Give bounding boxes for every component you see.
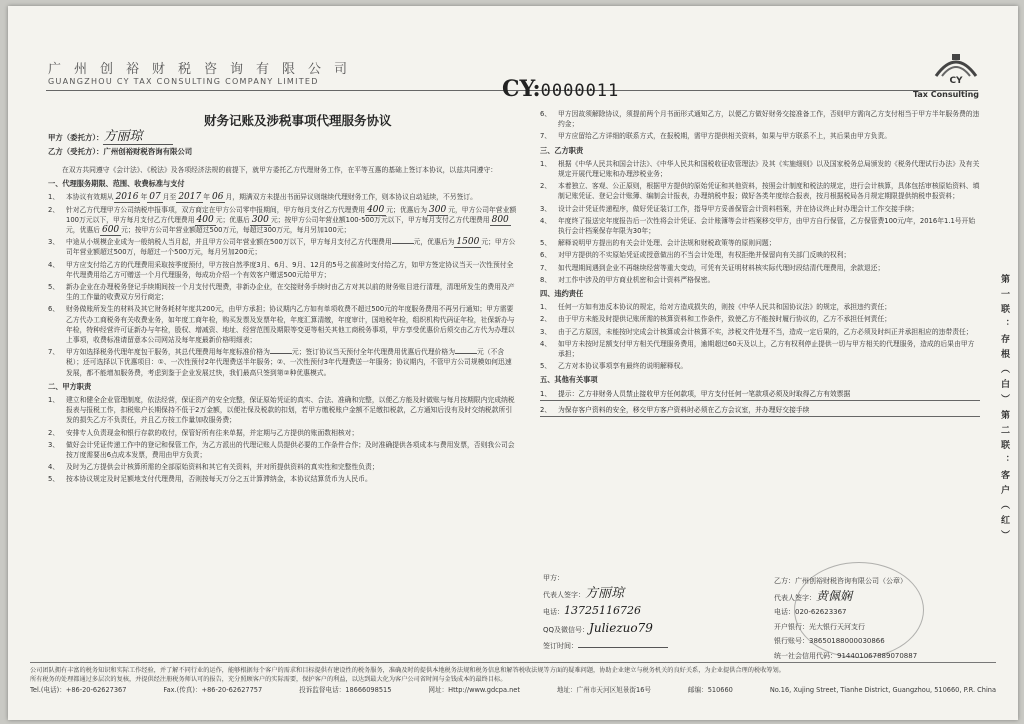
party-b-sign-block bbox=[774, 574, 984, 663]
document-number-prefix: CY: bbox=[502, 76, 541, 102]
party-b-rep-signature: 黄佩娴 bbox=[816, 588, 853, 603]
clause-4-1: 1、 任何一方如有违反本协议的规定，给对方造成损失的，则按《中华人民共和国协议法》的规定，承担违约责任； bbox=[540, 303, 892, 312]
party-b-tel-row: 电话：020-62623367 bbox=[774, 608, 847, 616]
party-a-signature-name: 方丽琼 bbox=[103, 130, 173, 145]
fee-1m-5m: 800 bbox=[491, 214, 509, 225]
section-2-continued-list bbox=[540, 109, 980, 142]
start-year: 2016 bbox=[115, 192, 139, 203]
fee-zero-filing: 400 bbox=[367, 204, 385, 215]
start-month: 07 bbox=[149, 192, 161, 203]
party-a-tel-row: 电话：13725116726 bbox=[543, 604, 641, 617]
document-title: 财务记账及涉税事项代理服务协议 bbox=[204, 113, 392, 128]
clause-2-2: 2、 安排专人负责现金和银行存款的收付，保管好所有往来单据，并定期与乙方提供的账面数相核对； bbox=[48, 428, 359, 437]
clause-3-6: 6、 对甲方提供的不实原始凭证或授意做出的不当会计处理，有权拒绝并保留向有关部门反映的权利； bbox=[540, 251, 851, 260]
clause-1-5: 5、 新办企业在办理税务登记手续期间按一个月支付代理费，非新办企业，在交接财务手续时由乙方对其以前的财务账目进行清理，清理所发生的费用及产生的工作量的收费双方另行商定； bbox=[48, 283, 515, 302]
clause-3-8: 8、 对工作中涉及的甲方商业机密和会计资料严格保密。 bbox=[540, 275, 715, 284]
clause-3-4: 4、 年度终了报送完年度报告后一次性将会计凭证、会计账簿等会计档案移交甲方，由甲方自行保管，乙方保管费100元/年，2016年1.1号开始执行会计档案保存年限为30年； bbox=[540, 216, 976, 236]
clause-4-5: 5、 乙方对本协议事项享有最终的说明解释权。 bbox=[540, 362, 688, 371]
clause-4-2: 2、 由于甲方未能及时提供记账所需的核算资料和工作条件，致使乙方不能按时履行协议的，乙方不承担任何责任； bbox=[540, 315, 892, 324]
footer-text-2: 所有税务的处理都通过多层次的复核，并提供经注册税务师认可的报告，充分照顾客户的实际需要，保护客户的利益，以达到最大化为客户公司省时间与金钱成本的最终目标。 bbox=[30, 676, 507, 683]
party-b-credit-row: 统一社会信用代码：914401067889070887 bbox=[774, 651, 918, 660]
clause-2-5: 5、 按本协议规定及时足额地支付代理费用，否则按每天万分之五计算滞纳金，本协议结算货币为人民币。 bbox=[48, 475, 372, 484]
party-a-qq: Juliezuo79 bbox=[589, 621, 653, 635]
footer-complaint-tel: 投诉监督电话：18666098515 bbox=[299, 686, 392, 694]
party-a-rep-signature: 方丽琼 bbox=[585, 586, 625, 601]
party-a-sign-block bbox=[543, 570, 773, 654]
party-b bbox=[48, 145, 518, 159]
party-b-rep-row: 代表人签字：黄佩娴 bbox=[774, 588, 853, 603]
clause-3-5: 5、 解释说明甲方提出的有关会计处理、会计法规和财税政策等的原则问题； bbox=[540, 239, 776, 248]
clause-2-4: 4、 及时为乙方提供会计核算所需的全部原始资料和其它有关资料，并对所提供资料的真实性和完整性负责； bbox=[48, 463, 379, 472]
annual-package-price bbox=[270, 353, 292, 354]
party-a-date-blank bbox=[578, 647, 668, 648]
clause-3-1: 1、 根据《中华人民共和国会计法》、《中华人民共和国税收征收管理法》及其《实施细则》以及国家税务总局颁发的《税务代理试行办法》及有关规定开展代理记账和办理涉税业务； bbox=[540, 159, 980, 179]
annual-package-discount-price bbox=[455, 353, 477, 354]
clause-4-3: 3、 由于乙方原因，未能按时完成会计核算或会计核算不实，涉税文件处理不当，造成一定后果的，乙方必须及时纠正并承担相应的违带责任； bbox=[540, 327, 973, 336]
clause-3-3: 3、 设计会计凭证传递程序，做好凭证装订工作，指导甲方妥善保管会计资料档案，并在协议终止时办理会计工作交接手续； bbox=[540, 204, 919, 213]
section-4-list bbox=[540, 302, 980, 371]
clause-1-3: 3、 中途从小规模企业成为一般纳税人当月起，并且甲方公司年营业额在500万以下，甲方每月支付乙方代理费用 元，优惠后为 1500 元；甲方公司年营业额超过500万，每超过一个500万元，每月另加200元； bbox=[48, 237, 516, 257]
clause-1-2: 2、 针对乙方代理甲方公司纳税申报事项，双方商定在甲方公司零申报期间，甲方每月支付乙方代理费用 400 元；优惠后为 300 元，甲方公司年营业额100万元以下，甲方每月支付乙方代理费用 400 元；优惠后 300 元；按甲方公司年营业额100-500万元以下，甲方每月支付乙方代理费用 800元，优惠后 600 元；按甲方公司年营业额超过500万元，每超过300万元，每月另加100元； bbox=[48, 204, 517, 236]
footer-address-en: No.16, Xujing Street, Tianhe District, Guangzhou, 510660, P.R. China bbox=[769, 686, 996, 694]
party-b-account-row: 银行账号：38650188000030866 bbox=[774, 637, 885, 645]
clause-2-3: 3、 做好会计凭证传递工作中的登记和保管工作，为乙方派出的代理记账人员提供必要的工作条件合作；及时准确提供各项成本与费用发票，否则我公司会按万度需要出6点成本发票，费用由甲方负责； bbox=[48, 440, 515, 460]
footer-contact-row bbox=[30, 686, 996, 695]
intro-paragraph: 在双方共同遵守《会计法》、《税法》及各项经济法规的前提下，就甲方委托乙方代理财务工作，在平等互惠的基础上签订本协议，以兹共同遵守： bbox=[62, 166, 497, 174]
party-b-sign-label: 乙方：广州创裕财税咨询有限公司（公章） bbox=[774, 577, 907, 585]
section-5-list bbox=[540, 389, 980, 417]
clause-4-4: 4、 如甲方未按时足额支付甲方相关代理服务费用，逾期超过60天及以上，乙方有权利停止提供一切与甲方相关的代理服务，造成的后果由甲方承担； bbox=[540, 339, 975, 359]
section-3-title: 三、乙方职责 bbox=[540, 145, 584, 155]
party-a-rep-row: 代表人签字：方丽琼 bbox=[543, 586, 625, 601]
party-a-date-row: 签订时间： bbox=[543, 638, 773, 654]
footer-text-1: 公司团队拥有丰富的税务知识和实际工作经验，并了解不同行业的运作，能够根据每个客户的需求和目标提供有建设性的税务服务，准确及时的提供本地税务法规和税务信息和解答税收法规等方面的疑难问题，协助企业建立与税务机关的良好关系，为企业提供合理的税收筹划。 bbox=[30, 667, 785, 674]
party-a-label: 甲方（委托方）： bbox=[48, 133, 104, 142]
party-b-bank-row: 开户银行：光大银行天河支行 bbox=[774, 622, 865, 631]
right-column bbox=[540, 109, 980, 421]
section-3-list bbox=[540, 159, 980, 285]
svg-text:CY: CY bbox=[949, 76, 963, 86]
clause-1-6: 6、 财务做账所发生的材料及其它财务耗材年度共200元，由甲方承担；协议期内乙方如有单项收费不超过500元的年度服务费用不再另行通知；甲方需要乙方代办工商税务有关收费业务，如年度工商年检，购买发票及发票年检，年度汇算清缴，年度审计，国地税年检，组织机构代码证年检，社保新办与年检，特种经营许可证新办与年检，股权、增减资、地址、经营范围及期限等变更等相关其他工商税务事项，甲方享受优惠价后须交由乙方代为办理以上事项，收费标准请留意本公司网站及每年度最新价格明细表； bbox=[48, 305, 515, 345]
section-2-list bbox=[48, 395, 518, 485]
fee-under-1m: 400 bbox=[196, 214, 214, 225]
section-4-title: 四、违约责任 bbox=[540, 289, 584, 299]
copy-label-stub: 第一联：存根（白） bbox=[999, 274, 1009, 409]
company-name-cn: 广州创裕财税咨询有限公司 bbox=[48, 62, 361, 77]
clause-5-2: 2、 为保存客户资料的安全，移交甲方客户资料时必须在乙方会议室，并办理好交接手续 bbox=[540, 405, 980, 417]
section-5-title: 五、其他有关事项 bbox=[540, 375, 598, 385]
fee-1m-5m-discount: 600 bbox=[101, 225, 120, 236]
clause-1-1: 1、 本协议有效期从 2016 年 07 月至 2017 年 06 月，期满双方未提出书面异议则继续代理财务工作，则本协议自动延续，不另签订。 bbox=[48, 192, 477, 203]
fee-zero-filing-discount: 300 bbox=[429, 204, 447, 215]
document-number bbox=[502, 76, 619, 102]
fee-under-1m-discount: 300 bbox=[251, 214, 269, 225]
party-b-label: 乙方（受托方）： bbox=[48, 147, 104, 156]
document-number-value: 0000011 bbox=[540, 81, 620, 101]
fee-general-taxpayer bbox=[392, 243, 414, 244]
party-a-sign-label: 甲方： bbox=[543, 574, 564, 582]
party-b-tel: 020-62623367 bbox=[795, 608, 847, 616]
section-1-title: 一、代理服务期限、范围、收费标准与支付 bbox=[48, 179, 185, 189]
footer-address: 地址：广州市天河区旭景街16号 bbox=[556, 686, 651, 694]
clause-1-4: 4、 甲方应支付给乙方的代理费用采取按季度预付，甲方按自然季度3月、6月、9月、12月的5号之前准时支付给乙方，如甲方签定协议当天一次性预付全年代理费用给乙方可赠送一个月代理服务，每成功介绍一个有效客户赠送500元给甲方； bbox=[48, 260, 514, 279]
clause-3-7: 7、 如代理期间遇到企业不再继续经营等重大变动，可凭有关证明材料核实际代理时段结清代理费用，余款退还； bbox=[540, 263, 885, 272]
end-month: 06 bbox=[212, 192, 224, 203]
footer-tel: Tel.(电话)：+86-20-62627367 bbox=[30, 686, 127, 694]
clause-2-cont-1: 6、 甲方因故须解除协议，须提前两个月书面形式通知乙方，以便乙方做好财务交接准备工作，否则甲方需向乙方支付相当于甲方半年服务费的违约金； bbox=[540, 110, 980, 129]
clause-3-2: 2、 本着独立、客观、公正原则，根据甲方提供的原始凭证和其他资料，按照会计制度和税法的规定，进行会计核算，具体包括审核原始资料、填制记账凭证、登记会计账簿、编制会计报表，办理纳税申报；做好各类年度综合报表，按月根据税局各月规定期限提供纳税申报资料； bbox=[540, 182, 980, 201]
footer-website: 网址：Http://www.gdcpa.net bbox=[428, 686, 520, 694]
footer bbox=[30, 662, 996, 695]
clause-5-1: 1、 提示：乙方非财务人员禁止接收甲方任何款项，甲方支付任何一笔款项必须及时取得乙方有效票据 bbox=[540, 389, 980, 401]
party-b-bank: 光大银行天河支行 bbox=[809, 622, 865, 631]
clause-2-1: 1、 建立和健全企业管理制度，依法经营，保证资产的安全完整，保证原始凭证的真实、合法、准确和完整，以便乙方能及时做账与每月按期限内完成纳税报表与报税工作，扣税账户长期保持不低于2万金额，以便社保及税款的扣划，若甲方缴税账户金额不足缴扣税款，乙方通知后没有及时交纳税款所引发的损失乙方不负责任，并且乙方按工作量加收服务费； bbox=[48, 396, 515, 425]
party-a-qq-row: QQ及微信号：Juliezuo79 bbox=[543, 621, 653, 635]
cy-logo-icon bbox=[928, 46, 984, 86]
copy-label-customer: 第二联：客户（红） bbox=[999, 410, 1009, 545]
party-a-tel: 13725116726 bbox=[564, 604, 641, 617]
party-b-credit-code: 914401067889070887 bbox=[837, 651, 918, 660]
left-column bbox=[48, 130, 518, 487]
fee-general-taxpayer-discount: 1500 bbox=[456, 237, 480, 248]
agreement-page bbox=[8, 6, 1018, 720]
party-b-name: 广州创裕财税咨询有限公司 bbox=[103, 147, 193, 156]
footer-fax: Fax.(传真)：+86-20-62627757 bbox=[163, 686, 263, 694]
company-name-en: GUANGZHOU CY TAX CONSULTING COMPANY LIMITED bbox=[48, 77, 319, 86]
party-a bbox=[48, 130, 518, 145]
footer-postcode: 邮编：510660 bbox=[687, 686, 733, 694]
clause-2-cont-2: 7、 甲方应留给乙方详细的联系方式，在报税期，需甲方提供相关资料，如果与甲方联系不上，其后果由甲方负责。 bbox=[540, 132, 892, 141]
logo-caption: Tax Consulting bbox=[912, 90, 980, 99]
clause-1-7: 7、 甲方如选择税务代理年度包干服务，其总代理费用每年度标准价格为 元；签订协议当天预付全年代理费用优惠后代理价格为 元（不含税）；还可选择以下优惠项目：①、一次性预付2年代理费送半年服务；②、一次性预付3年代理费送一年服务；协议期内，不管甲方公司规模如何迅速发展，都不能增加服务费，考虑到鉴于企业发展过快，我们最高只签到第②种优惠模式。 bbox=[48, 348, 512, 377]
party-b-account: 38650188000030866 bbox=[809, 637, 885, 645]
section-2-title: 二、甲方职责 bbox=[48, 381, 92, 391]
end-year: 2017 bbox=[178, 192, 202, 203]
